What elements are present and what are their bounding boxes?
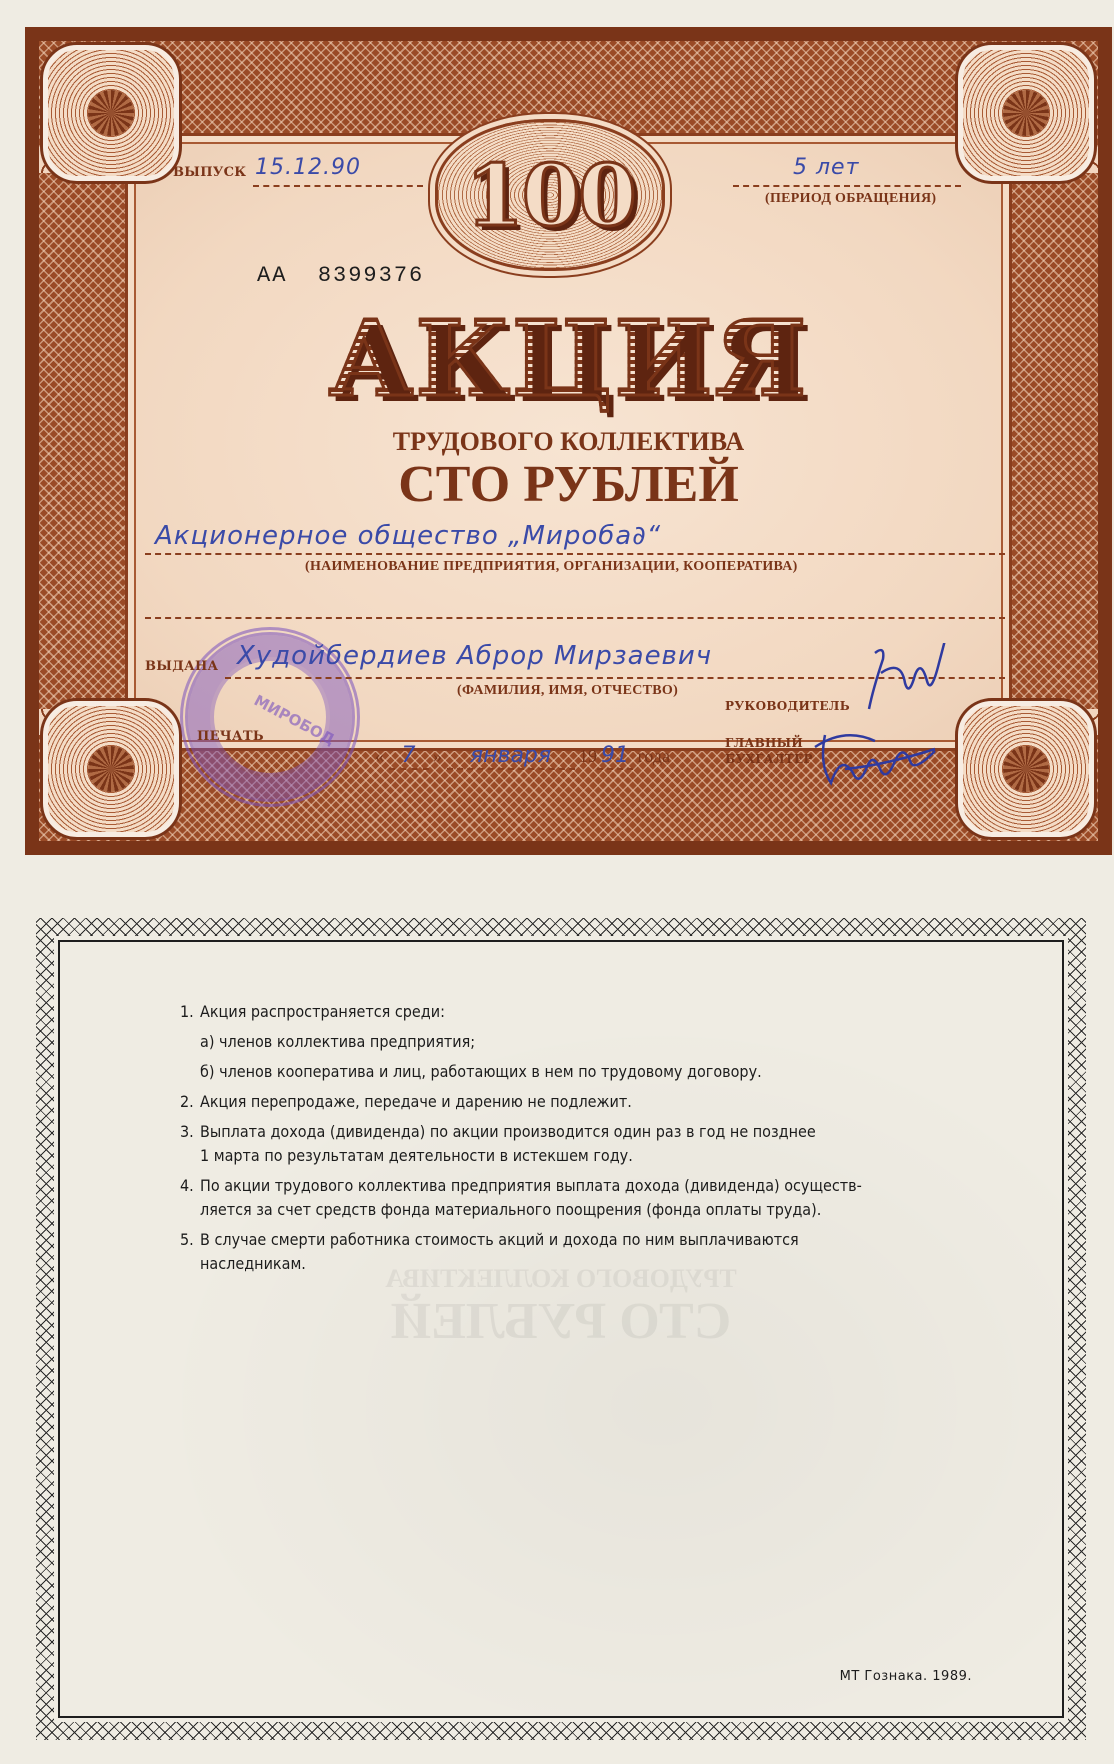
circulation-period-line xyxy=(733,185,961,187)
director-label: РУКОВОДИТЕЛЬ xyxy=(725,699,850,713)
date-day: 7 xyxy=(389,743,429,770)
enterprise-label: (НАИМЕНОВАНИЕ ПРЕДПРИЯТИЯ, ОРГАНИЗАЦИИ, КООПЕРАТИВА) xyxy=(305,559,798,574)
rosette-icon xyxy=(43,701,179,837)
circulation-period-label: (ПЕРИОД ОБРАЩЕНИЯ) xyxy=(765,191,937,206)
terms-item-continuation: ляется за счет средств фонда материального поощрения (фонда оплаты труда). xyxy=(200,1200,822,1219)
certificate-title xyxy=(25,297,1112,420)
date-open-quote: « xyxy=(375,746,384,766)
serial-number xyxy=(257,263,424,288)
seal-stamp-text: МИРОБОД xyxy=(250,691,338,749)
terms-item-3 xyxy=(180,1120,1000,1168)
denomination-badge xyxy=(435,119,665,271)
terms-item-number: 5. xyxy=(180,1230,194,1249)
issue-label: ВЫПУСК xyxy=(173,165,247,180)
certificate-subtitle: ТРУДОВОГО КОЛЛЕКТИВА xyxy=(392,427,745,456)
terms-item-text: Акция перепродаже, передаче и дарению не подлежит. xyxy=(200,1092,632,1111)
accountant-label-line1: ГЛАВНЫЙ xyxy=(725,736,804,750)
terms-list xyxy=(180,1000,1000,1282)
date-year-label: года xyxy=(637,746,671,766)
rosette-icon xyxy=(43,45,179,181)
terms-item-text: По акции трудового коллектива предприятия выплата дохода (дивиденда) осуществ- xyxy=(200,1176,862,1195)
rosette-icon xyxy=(958,45,1094,181)
enterprise-value: Акционерное общество „Мироба∂“ xyxy=(155,521,662,551)
accountant-signature xyxy=(805,717,975,797)
back-inner-frame xyxy=(58,940,1064,1718)
date-month: января xyxy=(447,743,575,770)
share-certificate-back xyxy=(36,918,1086,1740)
denomination-value: 100 xyxy=(465,145,635,245)
terms-item-text: Выплата дохода (дивиденда) по акции производится один раз в год не позднее xyxy=(200,1122,816,1141)
share-certificate-front xyxy=(25,27,1112,855)
seal-label: ПЕЧАТЬ xyxy=(197,729,264,744)
certificate-amount: СТО РУБЛЕЙ xyxy=(398,456,739,513)
issue-date-value: 15.12.90 xyxy=(255,155,361,180)
issued-to-label: ВЫДАНА xyxy=(145,659,219,674)
terms-subitem-text: а) членов коллектива предприятия; xyxy=(200,1032,476,1051)
issue-date-full xyxy=(375,743,670,770)
rosette-icon xyxy=(958,701,1094,837)
terms-item-1a xyxy=(180,1030,1000,1054)
terms-item-number: 2. xyxy=(180,1092,194,1111)
issued-to-value: Худойбердиев Аброр Мирзаевич xyxy=(237,641,713,671)
terms-item-continuation: 1 марта по результатам деятельности в истекшем году. xyxy=(200,1146,633,1165)
accountant-label xyxy=(725,735,813,767)
accountant-label-line2: БУХГАЛТЕР xyxy=(725,752,813,766)
bleed-through-subtitle: ТРУДОВОГО КОЛЛЕКТИВА xyxy=(385,1264,737,1293)
terms-item-2 xyxy=(180,1090,1000,1114)
terms-item-4 xyxy=(180,1174,1000,1222)
issue-date-line xyxy=(253,185,423,187)
terms-item-number: 4. xyxy=(180,1176,194,1195)
enterprise-line-2 xyxy=(145,617,1005,619)
terms-item-1b xyxy=(180,1060,1000,1084)
circulation-period-value: 5 лет xyxy=(793,155,860,180)
bleed-through-amount: СТО РУБЛЕЙ xyxy=(390,1293,732,1350)
date-year-prefix: 19 xyxy=(579,746,597,766)
terms-item-continuation: наследникам. xyxy=(200,1254,306,1273)
terms-item-text: В случае смерти работника стоимость акций и дохода по ним выплачиваются xyxy=(200,1230,799,1249)
printer-mark: МТ Гознака. 1989. xyxy=(839,1669,972,1684)
serial-digits: 8399376 xyxy=(317,263,425,288)
terms-item-number: 3. xyxy=(180,1122,194,1141)
enterprise-line xyxy=(145,553,1005,555)
name-label: (ФАМИЛИЯ, ИМЯ, ОТЧЕСТВО) xyxy=(457,683,679,698)
terms-subitem-text: б) членов кооператива и лиц, работающих в нем по трудовому договору. xyxy=(200,1062,762,1081)
terms-item-5 xyxy=(180,1228,1000,1276)
terms-item-number: 1. xyxy=(180,1002,194,1021)
terms-item-text: Акция распространяется среди: xyxy=(200,1002,445,1021)
date-year-suffix: 91 xyxy=(597,743,633,770)
date-close-quote: » xyxy=(433,746,442,766)
serial-series: АА xyxy=(257,263,288,288)
terms-item-1 xyxy=(180,1000,1000,1024)
title-text: АКЦИЯ xyxy=(328,297,809,420)
